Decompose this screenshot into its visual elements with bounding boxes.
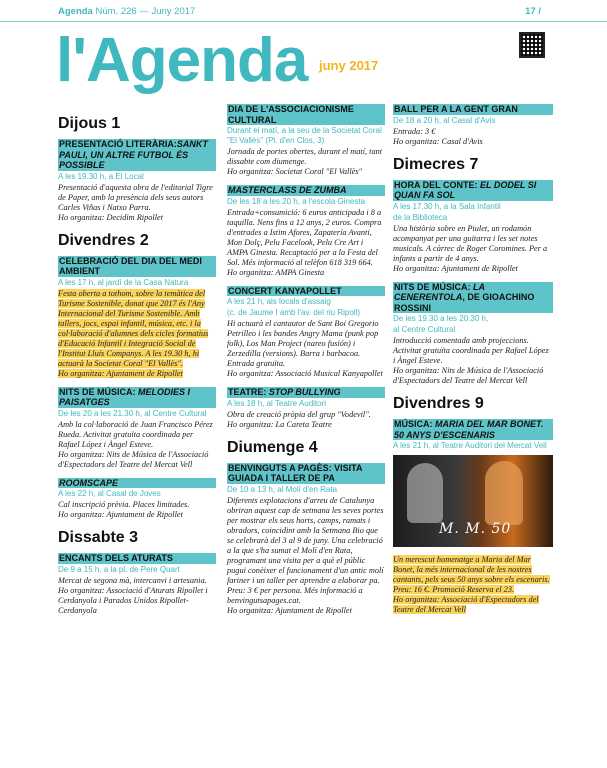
event-description xyxy=(227,319,385,369)
event-description xyxy=(58,183,216,213)
page-number: 17 / xyxy=(525,6,541,17)
event-description-text: Amb la col·laboració de Juan Francisco Pérez Rueda. Activitat gratuïta coordinada per Rafael López i Àngel Esteve. xyxy=(58,419,213,449)
masthead-title: l'Agenda xyxy=(56,26,308,95)
event-title-text: DIA DE L'ASSOCIACIONISME CULTURAL xyxy=(228,104,354,125)
event-title-text: PRESENTACIÓ LITERÀRIA: xyxy=(59,139,177,149)
event-title-italic: STOP BULLYING xyxy=(268,387,341,397)
event-description xyxy=(227,410,385,420)
event-title-italic: MARIA DEL MAR BONET. 50 ANYS D'ESCENARIS xyxy=(394,419,544,440)
masthead-subtitle: juny 2017 xyxy=(319,58,379,73)
event-description xyxy=(58,289,216,369)
publication-name: Agenda xyxy=(58,6,93,17)
day-heading: Dijous 1 xyxy=(58,115,121,132)
event-item xyxy=(227,286,385,380)
event-organizer xyxy=(393,264,553,274)
event-description-text: Obra de creació pròpia del grup "Vodevil". xyxy=(227,409,371,419)
event-item xyxy=(227,104,385,177)
performer-figure xyxy=(407,463,443,523)
event-item xyxy=(393,419,553,547)
event-organizer-text: Ho organitza: Nits de Música de l'Associació d'Espectadors del Teatre del Mercat Vell xyxy=(58,449,209,469)
event-title-text: NITS DE MÚSICA: xyxy=(394,281,474,292)
photo-signature: M. M. 50 xyxy=(439,521,512,537)
event-time-place: A les 18 h, al Teatre Auditori xyxy=(227,398,327,408)
event-description xyxy=(393,336,553,366)
event-description xyxy=(393,127,553,137)
event-organizer-text: Ho organitza: Associació d'Aturats Ripollet i Cerdanyola i Parados Unidos Ripollet-Cerdanyola xyxy=(58,585,208,615)
event-organizer xyxy=(393,137,553,147)
event-description-text: Presentació d'aquesta obra de l'editorial Tigre de Paper, amb la presència dels seus autors Carles Viñas i Natxo Parra. xyxy=(58,182,213,212)
event-organizer xyxy=(227,369,385,379)
event-organizer xyxy=(227,167,385,177)
qr-code-icon[interactable] xyxy=(519,32,545,58)
event-title-italic: LA CENERENTOLA xyxy=(394,281,485,302)
event-item xyxy=(58,553,216,616)
event-time-place: De 9 a 15 h, a la pl. de Pere Quart xyxy=(58,564,180,574)
event-organizer-text: Ho organitza: AMPA Ginesta xyxy=(227,267,325,277)
event-title-text: HORA DEL CONTE: xyxy=(394,179,481,190)
event-photo xyxy=(393,455,553,547)
event-item xyxy=(393,180,553,274)
event-description-text: Cal inscripció prèvia. Places limitades. xyxy=(58,500,190,509)
event-organizer-text: Ho organitza: Casal d'Avis xyxy=(393,136,483,146)
event-organizer-text: Ho organitza: Associació d'Espectadors del Teatre del Mercat Vell xyxy=(393,595,539,614)
event-item xyxy=(227,387,385,430)
event-description-text: Una història sobre en Piulet, un rodamón acompanyat per una guitarra i les set notes musicals. A càrrec de Roger Coromines. Per a infants a partir de 4 anys. xyxy=(393,223,548,263)
event-organizer xyxy=(393,366,553,386)
event-time-place: Durant el matí, a la seu de la Societat Coral "El Vallès" (Pl. d'en Clos, 3) xyxy=(227,126,382,145)
event-description-text: Entrada: 3 € xyxy=(393,126,436,136)
issue-info: Núm. 226 — Juny 2017 xyxy=(95,6,196,17)
day-heading: Divendres 2 xyxy=(58,231,149,249)
event-organizer xyxy=(393,595,553,615)
event-time-place: De 18 a 20 h, al Casal d'Avis xyxy=(393,115,496,125)
event-description xyxy=(58,576,216,586)
event-organizer xyxy=(58,586,216,616)
event-organizer xyxy=(58,213,216,223)
event-title xyxy=(393,282,553,314)
column-2 xyxy=(227,104,385,624)
event-description-text: Mercat de segona mà, intercanvi i artesania. xyxy=(58,575,207,585)
event-organizer-text: Ho organitza: Ajuntament de Ripollet xyxy=(393,263,518,273)
event-title-italic: MELODIES I PAISATGES xyxy=(59,386,191,407)
event-time-place: De les 20 a les 21.30 h, al Centre Cultural xyxy=(58,408,207,418)
day-heading: Divendres 9 xyxy=(393,395,484,412)
event-title-italic: EL DODEL SI QUAN FA SOL xyxy=(394,179,537,200)
event-item xyxy=(393,555,553,615)
event-title-italic: MASTERCLASS DE ZUMBA xyxy=(228,185,347,195)
event-time-place: A les 21 h, al Teatre Auditori del Mercat Vell xyxy=(393,441,547,450)
event-title xyxy=(227,104,385,125)
event-organizer-text: Ho organitza: Ajuntament de Ripollet xyxy=(227,605,352,615)
event-organizer-text: Ho organitza: Nits de Música de l'Associació d'Espectadors del Teatre del Mercat Vell xyxy=(393,366,544,385)
day-heading: Diumenge 4 xyxy=(227,438,318,456)
event-title xyxy=(58,387,216,408)
event-time-place: A les 22 h, al Casal de Joves xyxy=(58,489,161,498)
day-heading: Dissabte 3 xyxy=(58,529,139,546)
event-description-text: Introducció comentada amb projeccions. Activitat gratuïta coordinada per Rafael López i Àngel Esteve. xyxy=(393,336,549,365)
event-title xyxy=(227,286,385,297)
event-time-place: De 10 a 13 h, al Molí d'en Rata xyxy=(227,484,338,494)
event-description-text: Festa oberta a tothom, sobre la temàtica del Turisme Sostenible, donat que 2017 és l'Any Internacional del Turisme Sostenible. Amb tallers, jocs, espai infantil, música, etc. i la col·laboració d'alumnes dels cicles formatius d'Educació Infantil i Integració Social de l'Institut Lluís Companys. A les 19.30 h, hi actuarà la Societat Coral "El Vallès". xyxy=(58,288,209,368)
event-time-place: de la Biblioteca xyxy=(393,212,448,222)
event-description-text: Hi actuarà el cantautor de Sant Boi Gregorio Petrilleo i les bandes Angry Mama (punk pop folk), Los Man Project (nareo fusión) i Zerzedilla (versions). Barra i barbacoa. Entrada gratuïta. xyxy=(227,319,379,368)
performer-figure xyxy=(485,461,523,525)
event-description xyxy=(58,500,216,510)
event-organizer xyxy=(58,369,216,379)
masthead xyxy=(56,28,556,94)
event-organizer-text: Ho organitza: Associació Musical Kanyapollet xyxy=(227,369,383,378)
event-description xyxy=(227,208,385,268)
event-description xyxy=(227,147,385,167)
event-item xyxy=(58,139,216,223)
event-organizer xyxy=(58,510,216,520)
event-time-place: al Centre Cultural xyxy=(393,325,456,334)
event-item xyxy=(393,104,553,147)
event-item xyxy=(393,282,553,387)
event-organizer xyxy=(58,450,216,470)
event-title xyxy=(227,463,385,484)
event-title-tail: , DE GIOACHINO ROSSINI xyxy=(394,292,535,313)
event-title xyxy=(58,478,216,489)
event-description xyxy=(393,555,553,595)
event-time-place: De les 18 a les 20 h, a l'escola Ginesta xyxy=(227,196,366,206)
event-item xyxy=(227,185,385,278)
event-title-text: BALL PER A LA GENT GRAN xyxy=(394,104,518,114)
event-title-italic: SANKT PAULI, UN ALTRE FUTBOL ÉS POSSIBLE xyxy=(59,139,208,170)
event-title-text: CONCERT KANYAPOLLET xyxy=(228,285,342,296)
event-organizer xyxy=(227,420,385,430)
event-organizer-text: Ho organitza: La Careta Teatre xyxy=(227,419,332,429)
day-heading: Dimecres 7 xyxy=(393,155,479,173)
page-header xyxy=(0,0,607,22)
event-description xyxy=(227,496,385,606)
event-organizer-text: Ho organitza: Societat Coral "El Vallès" xyxy=(227,167,363,176)
event-description xyxy=(393,224,553,264)
publication-info xyxy=(58,6,195,17)
event-title xyxy=(393,419,553,440)
event-title xyxy=(393,104,553,115)
event-organizer-text: Ho organitza: Ajuntament de Ripollet xyxy=(58,368,183,378)
event-time-place: De les 19.30 a les 20.30 h, xyxy=(393,314,489,323)
event-time-place: A les 17.30 h, a la Sala Infantil xyxy=(393,201,501,211)
event-description xyxy=(58,420,216,450)
event-item xyxy=(58,256,216,379)
event-description-text: Entrada+consumició: 6 euros anticipada i 8 a taquilla. Nens fins a 12 anys, 2 euros. Compra d'entrades a Istim Afores, Zapatería Avanti, Mon Dolç, Pelu Facelook, Pelu Cre Art i AMPA Ginesta. Recaptació per a la Festa del Sol. Més informació al telèfon 618 319 664. xyxy=(227,207,382,267)
event-time-place: A les 21 h, als locals d'assaig xyxy=(227,297,331,306)
event-organizer xyxy=(227,606,385,616)
event-title xyxy=(58,256,216,277)
event-time-place: A les 17 h, al jardí de la Casa Natura xyxy=(58,277,189,287)
event-description-text: Jornada de portes obertes, durant el matí, tant dissabte com diumenge. xyxy=(227,147,383,166)
event-title-text: ENCANTS DELS ATURATS xyxy=(59,553,173,563)
event-title xyxy=(58,139,216,171)
column-3 xyxy=(393,104,553,623)
event-item xyxy=(227,463,385,616)
event-title-text: CELEBRACIÓ DEL DIA DEL MEDI AMBIENT xyxy=(59,255,202,276)
event-title xyxy=(227,185,385,196)
event-title-text: MÚSICA: xyxy=(394,419,435,429)
event-description-text: Un merescut homenatge a Maria del Mar Bonet, la més internacional de les nostres cantants, pels seus 50 anys sobre els escenaris. Preu: 16 €. Promoció Reserva el 23. xyxy=(393,555,550,594)
event-description-text: Diferents explotacions d'arreu de Catalunya obriran aquest cap de setmana les seves portes per mostrar els seus horts, camps, ramats i obradors, coincidint amb la Setmana Bio que se celebrarà del 3 al 9 de juny. Una celebració a la que s'ha sumat el Molí d'en Rata, programant una visita per a què el públic pugui conèixer el funcionament d'un antic molí fariner i un taller per aprendre a elaborar pa. Preu: 3 € per persona. Més informació a benvingutsapages.cat. xyxy=(227,495,384,605)
event-title xyxy=(227,387,385,398)
event-title-text: NITS DE MÚSICA: xyxy=(59,386,139,397)
event-time-place: (c. de Jaume I amb l'av. del riu Ripoll) xyxy=(227,308,360,317)
event-time-place: A les 19.30 h, a El Local xyxy=(58,171,144,181)
event-title xyxy=(58,553,216,564)
event-organizer-text: Ho organitza: Decidim Ripollet xyxy=(58,212,164,222)
event-organizer-text: Ho organitza: Ajuntament de Ripollet xyxy=(58,510,183,519)
event-title xyxy=(393,180,553,201)
event-title-text: TEATRE: xyxy=(228,387,269,397)
event-title-text: BENVINGUTS A PAGÈS: VISITA GUIADA I TALLER DE PA xyxy=(228,462,363,483)
event-title-italic: ROOMSCAPE xyxy=(59,477,119,488)
event-item xyxy=(58,387,216,470)
column-1 xyxy=(58,104,216,624)
event-item xyxy=(58,478,216,521)
event-organizer xyxy=(227,268,385,278)
